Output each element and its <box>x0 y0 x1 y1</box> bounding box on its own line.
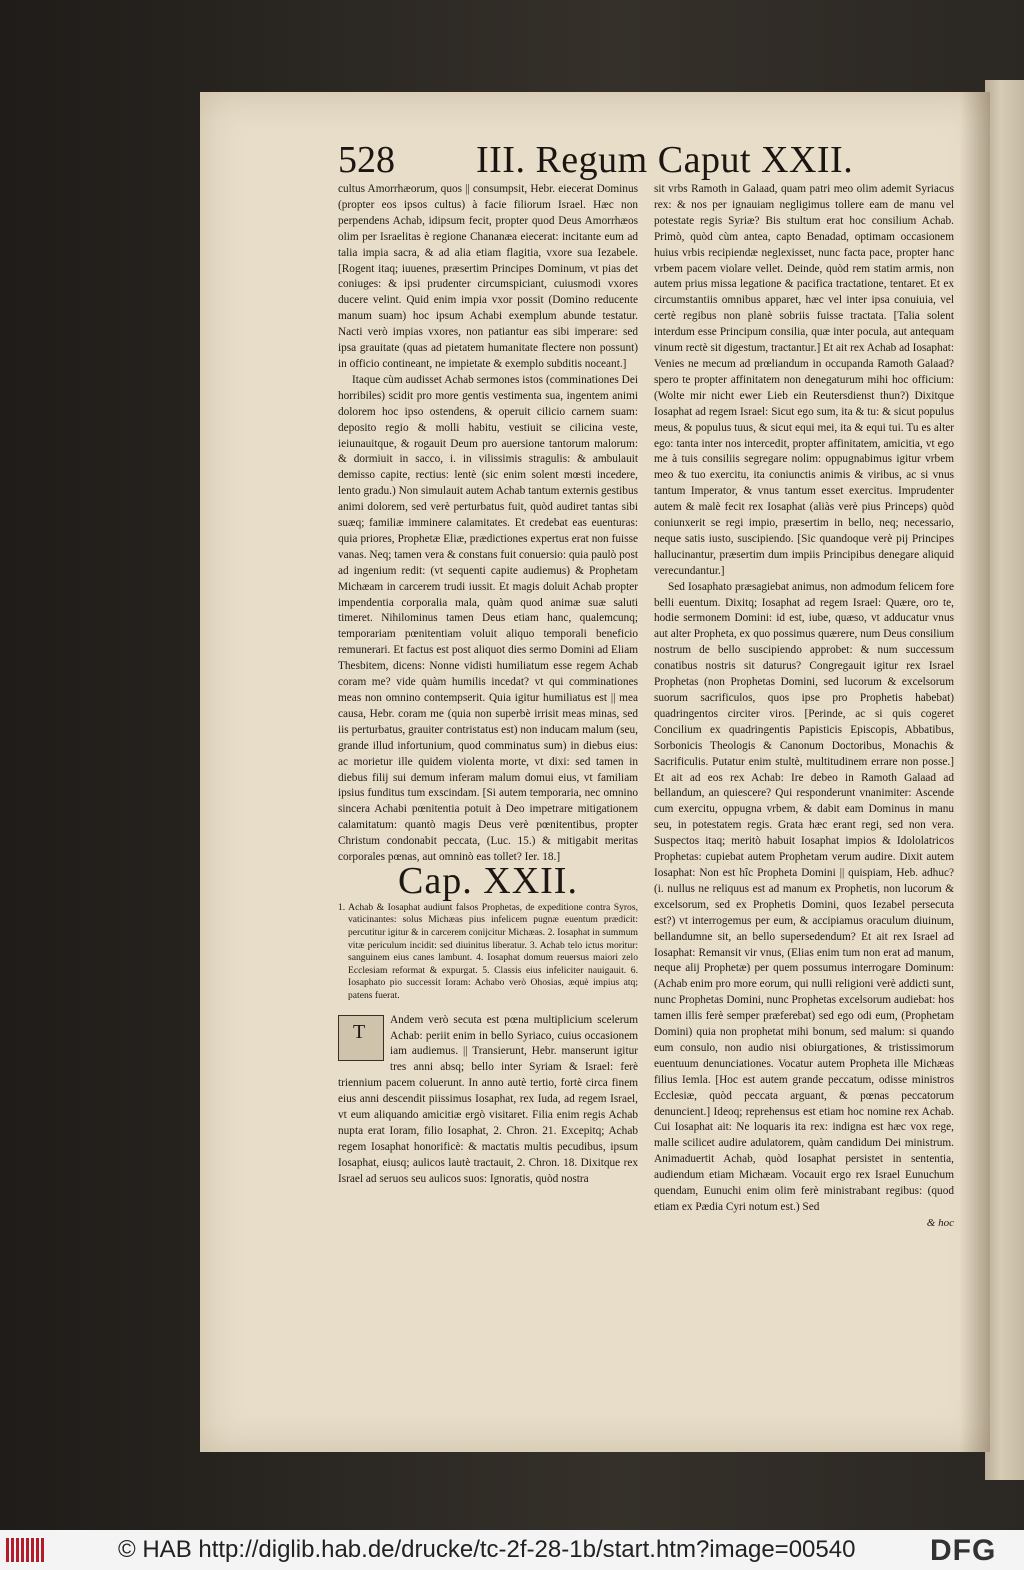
gutter-shadow <box>960 92 990 1452</box>
hab-logo-icon <box>6 1538 46 1562</box>
chapter-summary: 1. Achab & Iosaphat audiunt falsos Prophetas, de expeditione contra Syros, vaticinantes: solus Michæas pius infelicem pugnæ euentum prædicit: percutitur igitur & in carcerem conijcitur Michæas. 2. Iosaphat in summum vitæ periculum incidit: sed diuinitus liberatur. 3. Achab telo ictus moritur: sanguinem eius canes lambunt. 4. Iosaphat domum reuersus maiori zelo Ecclesiam reformat & expurgat. 5. Classis eius infeliciter nauigauit. 6. Iosaphato pio successit Ioram: Achabo verò Ohosias, æquè impius atq; patens fuerat. <box>338 901 638 1002</box>
catchword: & hoc <box>926 1216 954 1229</box>
decorated-initial <box>338 1015 384 1061</box>
right-paragraph-1: sit vrbs Ramoth in Galaad, quam patri meo olim ademit Syriacus rex: & nos per ignauiam negligimus tollere eam de manu vel potestate regis Syriæ? Bis stultum erat hoc consilium Achab. Primò, quòd cùm antea, capto Benadad, optimam occasionem huius vrbis recipiendæ neglexisset, nunc facta pace, propter hanc vrbem pacem violare vellet. Deinde, quòd rem statim armis, non autem prius missa legatione & pacifica tractatione, tentaret. Et ex circumstantiis omnibus apparet, hæc vel inter ipsa conuiuia, vel certè regibus non planè sobriis fuisse tractata. [Talia solent interdum esse Principum consilia, quæ inter pocula, aut antequam vinum rectè sit digestum, tractantur.] Et ait rex Achab ad Iosaphat: Venies ne mecum ad prœliandum in occupanda Ramoth Galaad? spero te propter affinitatem non denegaturum mihi hoc officium: (Wolte mir nicht ewer Lieb ein Reutersdienst thun?) Dixitque Iosaphat ad regem Israel: Sicut ego sum, ita & tu: & sicut populus meus, & populus tuus, & sicut equi mei, ita & equi tui. Tu es alter ego: tanta inter nos intercedit, propter affinitatem, amicitia, vt ego me à tuis consiliis segregare nolim: oppugnabimus igitur vrbem meo & tuo exercitu, ita coniunctis animis & viribus, ac si vnus tantum Imperator, & vnus tantum esset exercitus. Imprudenter autem & malè fecit rex Iosaphat (aliàs verè pius Princeps) quòd coniunxerit se regi impio, præsertim in bello, neq; necessario, neque satis iusto, suscipiendo. [Sic quandoque verè pij Principes hallucinantur, præsertim dum impiis Principibus denegare aliquid verecundantur.] <box>654 183 954 577</box>
right-paragraph-2: Sed Iosaphato præsagiebat animus, non admodum felicem fore belli euentum. Dixitq; Iosaphat ad regem Israel: Quære, oro te, hodie sermonem Domini: id est, iube, quæso, vt adducatur vnus aut alter Propheta, ex quo possimus quærere, num Deus consilium nostrum de bello suscipiendo approbet: & num successum conatibus nostris sit daturus? Congregauit igitur rex Israel Prophetas (non Prophetas Domini, sed lucorum & excelsorum suorum sacrificulos, quos ipse pro Prophetis habebat) quadringentos circiter viros. [Perinde, ac si quis cogeret Concilium ex quadringentis Papisticis Episcopis, Abbatibus, Sorbonicis Theologis & Canonum Doctoribus, Monachis & Sacrificulis. Putatur enim stultè, multitudinem errare non posse.] Et ait ad eos rex Achab: Ire debeo in Ramoth Galaad ad bellandum, an quiescere? Qui responderunt vnanimiter: Ascende cum exercitu, oppugna vrbem, & dabit eam Dominus in manu seu, in potestatem regis. Grata hæc erant regi, sed non vera. Suspectos itaq; meritò habuit Iosaphat impios & Idololatricos Prophetas: cupiebat autem Prophetam verum audire. Dixit autem Iosaphat: Non est hîc Propheta Domini || quispiam, Heb. adhuc? (i. nullus ne reliquus est ad manum ex Prophetis, non lucorum & excelsorum, sed ex Prophetis Domini, quos Iezabel persecuta est?) vt interrogemus per eum, & accipiamus oraculum diuinum, bellandumne sit, an bello supersedendum? Et ait rex Israel ad Iosaphat: Remansit vir vnus, (Elias enim tum non erat ad manum, neque alij Prophetæ) per quem possumus interrogare Dominum: (Achab enim pro more eorum, qui nulli religioni verè addicti sunt, nunc Prophetas Domini, nunc Prophetas excelsorum audiebat: hos tamen illis ferè semper præferebat) sed ego odi eum, (Prophetam Domini) quia non prophetat mihi bonum, sed malum: si quando eum consulo, non audio nisi obiurgationes, & tristissimorum euentuum denunciationes. Vocatur autem Propheta ille Michæas filius Iemla. [Hoc est autem grande peccatum, odisse ministros Ecclesiæ, quòd peccata arguant, & pœnas peccatorum denuncient.] Ideoq; reprehensus est etiam hoc nomine rex Achab. Cui Iosaphat ait: Ne loquaris ita rex: indigna est hæc vox rege, malle scilicet audire adulatorem, quàm candidum Dei ministrum. Animaduertit Achab, quòd Iosaphat persistet in sententia, audiendum etiam Michæam. Vocauit ergo rex Israel Eunuchum quendam, Eunuchi enim olim ferè ministrabant regibus: (quod etiam ex Pædia Cyri notum est.) Sed <box>654 580 954 1213</box>
left-paragraph-2: Itaque cùm audisset Achab sermones istos (comminationes Dei horribiles) scidit pro more gentis vestimenta sua, ingentem animi dolorem hoc ipso ostendens, & operuit cilicio carnem suam: deposito regio & molli habitu, vestiuit se cilicina veste, ieiunauitque, & rogauit Deum pro auersione tantorum malorum: & dormiuit in sacco, i. in vilissimis stragulis: & ambulauit demisso capite, rectius: lentè (sic enim solent mœsti incedere, lento gradu.) Non simulauit autem Achab tantum externis gestibus animi dolorem, sed verè perturbatus fuit, quòd audiret tantas sibi suæq; familiæ imminere calamitates. Et credebat eas euenturas: quia priores, Prophetæ Eliæ, prædictiones expertus erat non fuisse vanas. Neq; tamen vera & constans fuit conuersio: quia paulò post ad ingenium redit: (vt sequenti capite audiemus) & Prophetam Michæam in carcerem trudi iussit. Et magis doluit Achab propter impendentia corporalia mala, quàm quod animæ suæ saluti timeret. Nihilominus tamen Deus etiam hanc, qualemcunq; temporariam pœnitentiam voluit aliquo temporali beneficio remunerari. Et factus est post aliquot dies sermo Domini ad Eliam Thesbitem, dicens: Nonne vidisti humiliatum esse regem Achab coram me? vide quàm humilis incedat? vt qui comminationes meas non omnino contempserit. Quia igitur humiliatus est || mea causa, Hebr. coram me (quia non superbè irrisit meas minas, sed iis perturbatus, grauiter contristatus est) non inducam malum (seu, grande illud infortunium, quod comminatus sum) in diebus eius: ac morietur ille quidem violenta morte, vt dixi: sed tamen in diebus filij sui demum inferam malum domui eius, vt familiam ipsius funditus tum exscindam. [Si autem temporaria, nec omnino sincera Achabi pœnitentia potuit à Deo impetrare mitigationem calamitatum: quantò magis Deus verè pœnitentibus, propter Christum condonabit peccata, (Luc. 15.) & mitigabit meritas corporales pœnas, aut omninò eas tollet? Ier. 18.] <box>338 373 638 864</box>
running-title: III. Regum Caput XXII. <box>476 139 854 181</box>
left-column <box>338 182 638 1188</box>
source-link[interactable]: © HAB http://diglib.hab.de/drucke/tc-2f-28-1b/start.htm?image=00540 <box>118 1536 856 1563</box>
book-page <box>200 92 990 1452</box>
adjacent-page-edge <box>985 80 1024 1480</box>
initial-letter: T <box>353 1020 366 1043</box>
viewer-footer <box>0 1530 1024 1570</box>
left-paragraph-3: Andem verò secuta est pœna multiplicium scelerum Achab: periit enim in bello Syriaco, cuius occasionem iam audiemus. || Transierunt, Hebr. manserunt igitur tres anni absq; bello inter Syriam & Israel: ferè triennium pacem coluerunt. In anno autè tertio, fortè circa finem eius anni descendit piissimus Iosaphat, rex Iuda, ad regem Israel, vt eum aliquando amicitiæ ergò visitaret. Filia enim regis Achab nupta erat Ioram, filio Iosaphat, 2. Chron. 21. Excepitq; Achab regem Iosaphat honorificè: & mactatis multis pecudibus, ipsum Iosaphat, eiusq; aulicos lautè tractauit, 2. Chron. 18. Dixitque rex Israel ad seruos seu aulicos suos: Ignoratis, quòd nostra <box>338 1013 638 1185</box>
page-number: 528 <box>338 139 395 181</box>
chapter-heading: Cap. XXII. <box>398 859 578 902</box>
left-paragraph-1: cultus Amorrhæorum, quos || consumpsit, Hebr. eiecerat Dominus (propter eos ipsos cultus) à facie filiorum Israel. Hæc non perpendens Achab, idipsum fecit, propter quod Deus Amorrhæos olim per Israelitas è regione Chananæa eiecerat: incitante eum ad talia impia sacra, & ad alia etiam flagitia, vxore sua Iezabele. [Rogent itaq; iuuenes, præsertim Principes Dominum, vt pias det coniuges: & ipsi prudenter circumspiciant, cuiusmodi vxores ducere velint. Quid enim impia vxor possit (Domino reducente manum suam) hoc ipsum Achabi exemplum abunde testatur. Nacti verò impias vxores, non patiantur eas sibi imperare: sed ipsa grauitate (quas ad pietatem humanitate flectere non possunt) in officio contineant, ne impietate & exemplo subditis noceant.] <box>338 183 638 370</box>
right-column <box>654 182 954 1232</box>
dfg-logo: DFG <box>930 1534 997 1567</box>
